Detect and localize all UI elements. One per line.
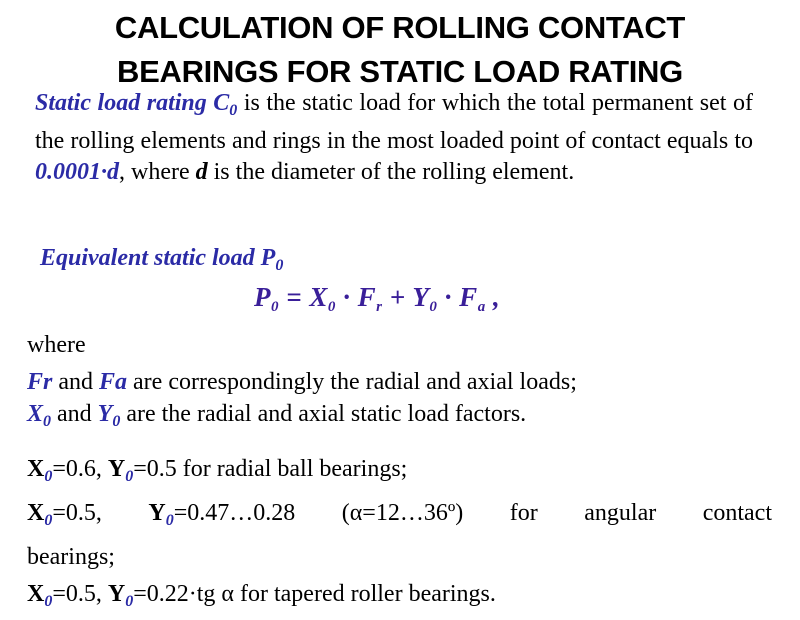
formula-fr: F bbox=[357, 282, 377, 312]
definition-row-loads bbox=[27, 366, 767, 398]
definition-paragraph bbox=[35, 88, 753, 188]
row2-y-sub: 0 bbox=[165, 512, 174, 529]
values-row-bearings-cont: bearings; bbox=[27, 544, 115, 570]
row3-y-value: =0.22·tg α for tapered roller bearings. bbox=[133, 581, 496, 607]
formula-comma: , bbox=[485, 282, 501, 312]
row2-x-sub: 0 bbox=[44, 512, 53, 529]
factor-values bbox=[27, 451, 772, 620]
definition-text-1: is the static load for which the total permanent set of the rolling elements and rings in the most loaded point of contact equals to bbox=[35, 90, 753, 154]
row3-y: Y bbox=[107, 581, 126, 607]
formula-x-sub: 0 bbox=[327, 299, 336, 315]
diameter-variable: d bbox=[195, 159, 208, 185]
values-row-radial-ball bbox=[27, 451, 772, 495]
row2-y-value: =0.47…0.28 (α=12…36º) for angular contact bbox=[173, 500, 772, 526]
formula-fa-sub: a bbox=[477, 299, 486, 315]
formula-fr-sub: r bbox=[376, 299, 383, 315]
formula-p-sub: 0 bbox=[271, 299, 279, 315]
load-definitions bbox=[27, 366, 767, 438]
row2-x-value: =0.5, bbox=[52, 500, 149, 526]
static-load-rating-term bbox=[35, 90, 238, 119]
formula-x: X bbox=[309, 282, 328, 312]
term-subscript: 0 bbox=[229, 102, 238, 119]
row3-x-sub: 0 bbox=[44, 593, 53, 610]
factors-text: are the radial and axial static load factors. bbox=[120, 401, 527, 427]
row3-y-sub: 0 bbox=[125, 593, 134, 610]
equivalent-load-heading bbox=[40, 243, 283, 281]
definition-text-2: , where bbox=[119, 159, 196, 185]
loads-text: are correspondingly the radial and axial loads; bbox=[127, 369, 577, 395]
row1-x-value: =0.6, bbox=[52, 456, 108, 482]
x0-symbol bbox=[27, 401, 52, 430]
row1-y-value: =0.5 for radial ball bearings; bbox=[133, 456, 408, 482]
y0-symbol bbox=[97, 401, 121, 430]
y0-letter: Y bbox=[97, 401, 113, 427]
definition-row-factors bbox=[27, 398, 767, 438]
row2-x: X bbox=[27, 500, 45, 526]
formula-equals: = bbox=[279, 282, 310, 312]
fr-symbol: Fr bbox=[27, 369, 53, 395]
formula-y-sub: 0 bbox=[429, 299, 438, 315]
x0-letter: X bbox=[27, 401, 44, 427]
formula-dot-1: · bbox=[335, 282, 358, 312]
formula-p: P bbox=[254, 282, 271, 312]
page-title bbox=[0, 6, 800, 94]
row3-x-value: =0.5, bbox=[52, 581, 108, 607]
x0-sub: 0 bbox=[43, 413, 52, 430]
formula-y: Y bbox=[412, 282, 430, 312]
title-line-2: BEARINGS FOR STATIC LOAD RATING bbox=[117, 54, 683, 89]
row3-x: X bbox=[27, 581, 45, 607]
equivalent-load-formula bbox=[254, 277, 500, 327]
title-line-1: CALCULATION OF ROLLING CONTACT bbox=[114, 10, 686, 45]
formula-plus: + bbox=[382, 282, 413, 312]
row1-y: Y bbox=[107, 456, 126, 482]
y0-sub: 0 bbox=[112, 413, 121, 430]
formula-dot-2: · bbox=[437, 282, 460, 312]
values-row-angular-contact bbox=[27, 495, 772, 539]
formula-fa: F bbox=[459, 282, 478, 312]
definition-value: 0.0001·d bbox=[35, 159, 119, 185]
definition-text-3: is the diameter of the rolling element. bbox=[207, 159, 575, 185]
fa-symbol: Fa bbox=[99, 369, 128, 395]
values-row-tapered-roller bbox=[27, 576, 772, 620]
where-label: where bbox=[27, 332, 86, 358]
and-text-1: and bbox=[52, 369, 100, 395]
heading-text: Equivalent static load P bbox=[40, 245, 276, 271]
row1-y-sub: 0 bbox=[125, 468, 134, 485]
row1-x-sub: 0 bbox=[44, 468, 53, 485]
term-text: Static load rating C bbox=[35, 90, 230, 116]
heading-subscript: 0 bbox=[275, 257, 284, 274]
row1-x: X bbox=[27, 456, 45, 482]
and-text-2: and bbox=[51, 401, 98, 427]
row2-y: Y bbox=[148, 500, 166, 526]
